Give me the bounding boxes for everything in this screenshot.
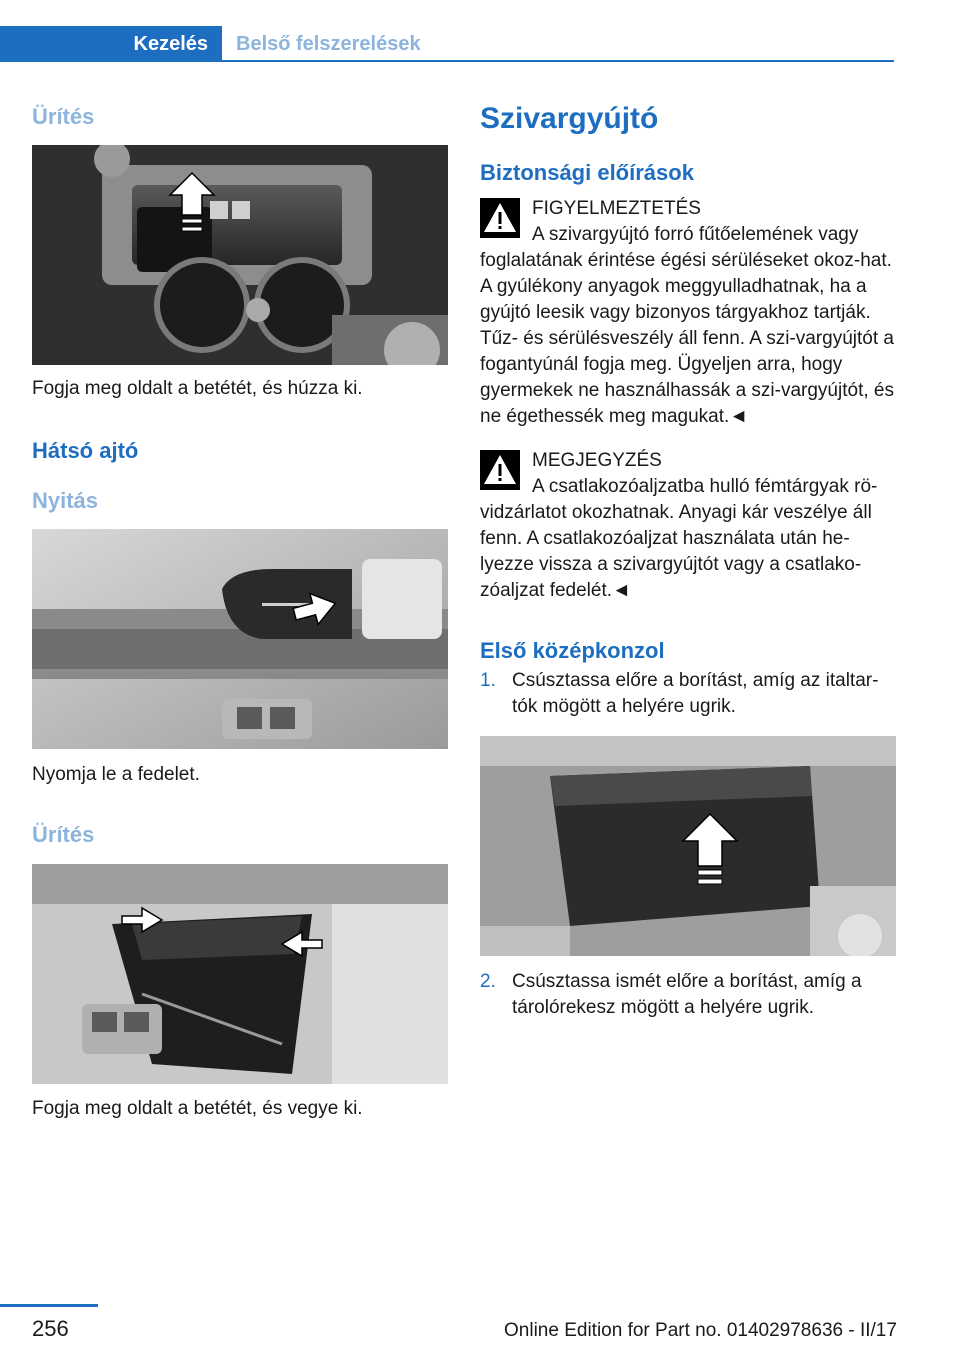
section-title-hatso-ajto: Hátsó ajtó	[32, 438, 139, 463]
warning-block	[480, 196, 894, 430]
section-title-uritesi-2: Ürítés	[32, 822, 95, 847]
subsection-title-biztonsagi: Biztonsági előírások	[480, 160, 694, 185]
step-number: 1.	[480, 670, 496, 691]
section-title-szivargyujto: Szivargyújtó	[480, 102, 659, 135]
caption-pull-out: Fogja meg oldalt a betétét, és húzza ki.	[32, 378, 363, 399]
list-item	[480, 969, 896, 1025]
warning-title: FIGYELMEZTETÉS	[532, 198, 701, 219]
page-number: 256	[32, 1316, 69, 1341]
caption-press-lid: Nyomja le a fedelet.	[32, 764, 200, 785]
note-block	[480, 448, 894, 604]
photo-rear-door-ashtray	[32, 529, 448, 749]
step-number: 2.	[480, 971, 496, 992]
warning-text: A szivargyújtó forró fűtőelemének vagy foglalatának érintése égési sérüléseket okoz-hat. A gyúlékony anyagok meggyulladhatnak, ha a gyújtó leesik vagy bizonyos tárgyakhoz tartják. Tűz- és sérülésveszély áll fenn. A szi-vargyújtót a fogantyúnál fogja meg. Ügyeljen arra, hogy gyermekek ne használhassák a szi-vargyújtót, és ne égethessék meg magukat.◄	[480, 224, 894, 427]
section-title-uritesi-1: Ürítés	[32, 104, 95, 129]
caption-take-out: Fogja meg oldalt a betétét, és vegye ki.	[32, 1098, 363, 1119]
list-item	[480, 668, 896, 724]
tab-belso-felszerelesek[interactable]: Belső felszerelések	[236, 32, 421, 55]
note-title: MEGJEGYZÉS	[532, 450, 662, 471]
warning-triangle-icon	[480, 198, 520, 238]
subsection-title-nyitas: Nyitás	[32, 488, 99, 513]
chapter-tabs	[0, 26, 894, 62]
note-text: A csatlakozóaljzatba hulló fémtárgyak rö-vidzárlatot okozhatnak. Anyagi kár veszélye áll fenn. A csatlakozóaljzat használata után he-lyezze vissza a szivargyújtót vagy a csatlako-zóaljzat fedelét.◄	[480, 476, 878, 601]
header-rule	[222, 60, 894, 62]
tab-kezeles[interactable]: Kezelés	[0, 26, 222, 62]
photo-rear-door-ashtray-open	[32, 864, 448, 1084]
step-text: Csúsztassa ismét előre a borítást, amíg a tárolórekesz mögött a helyére ugrik.	[512, 971, 862, 1018]
warning-triangle-icon	[480, 450, 520, 490]
photo-center-console	[480, 736, 896, 956]
photo-ashtray-front	[32, 145, 448, 365]
step-text: Csúsztassa előre a borítást, amíg az italtar-tók mögött a helyére ugrik.	[512, 670, 879, 717]
subsection-title-elso-kozepkonzol: Első középkonzol	[480, 638, 665, 663]
edition-label: Online Edition for Part no. 01402978636 - II/17	[504, 1320, 897, 1341]
footer-rule	[0, 1304, 98, 1307]
